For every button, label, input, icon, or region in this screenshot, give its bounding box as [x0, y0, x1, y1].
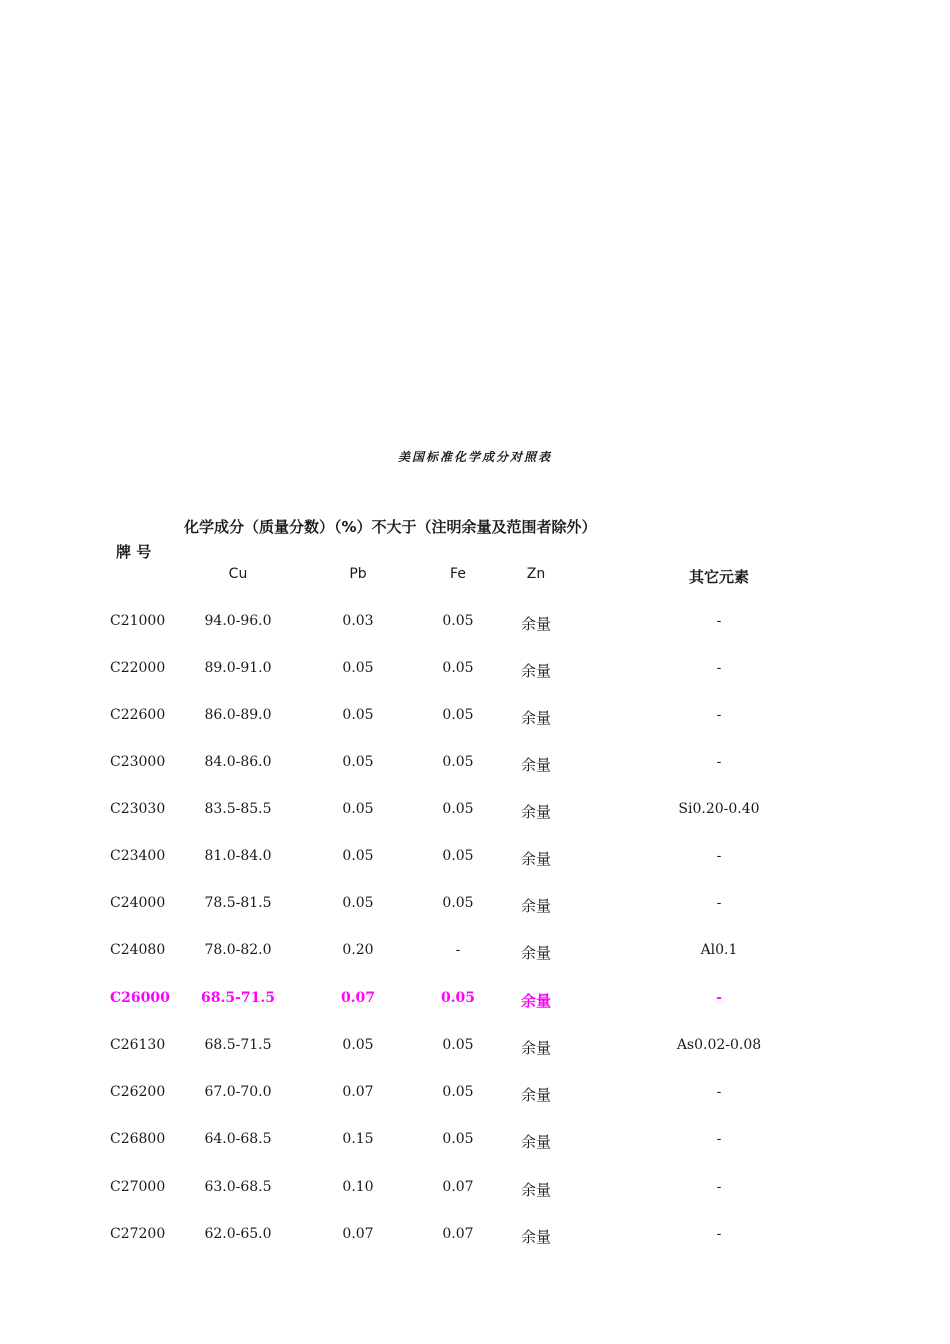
cu-cell: 81.0-84.0	[204, 848, 272, 864]
grade-cell: C26200	[110, 1084, 166, 1100]
pb-cell: 0.07	[342, 1226, 374, 1242]
other-elements-cell: -	[716, 1226, 722, 1242]
other-elements-cell: -	[716, 754, 722, 770]
pb-cell: 0.07	[342, 1084, 374, 1100]
composition-group-header: 化学成分（质量分数）（%）不大于（注明余量及范围者除外）	[184, 518, 597, 536]
table-row	[0, 801, 950, 821]
grade-cell: C23000	[110, 754, 166, 770]
cu-cell: 78.0-82.0	[204, 942, 272, 958]
other-elements-cell: -	[716, 613, 722, 629]
cu-cell: 89.0-91.0	[204, 660, 272, 676]
zn-cell: 余量	[520, 1039, 551, 1057]
fe-cell: 0.05	[442, 754, 474, 770]
fe-cell: 0.05	[440, 990, 476, 1006]
zn-cell: 余量	[520, 1133, 551, 1151]
grade-cell: C26130	[110, 1037, 166, 1053]
other-elements-cell: As0.02-0.08	[676, 1037, 762, 1053]
cu-cell: 86.0-89.0	[204, 707, 272, 723]
grade-cell: C26800	[110, 1131, 166, 1147]
pb-cell: 0.20	[342, 942, 374, 958]
zn-cell: 余量	[520, 1228, 551, 1246]
cu-cell: 94.0-96.0	[204, 613, 272, 629]
grade-cell: C24000	[110, 895, 166, 911]
zn-cell: 余量	[520, 944, 551, 962]
grade-column-header: 牌 号	[116, 543, 152, 561]
zn-cell: 余量	[520, 850, 551, 868]
fe-cell: 0.05	[442, 707, 474, 723]
cu-cell: 64.0-68.5	[204, 1131, 272, 1147]
table-row	[0, 754, 950, 774]
table-row	[0, 1037, 950, 1057]
table-row	[0, 1131, 950, 1151]
other-elements-cell: -	[716, 1179, 722, 1195]
grade-cell: C26000	[110, 990, 170, 1006]
grade-cell: C27200	[110, 1226, 166, 1242]
zn-cell: 余量	[520, 662, 551, 680]
grade-cell: C23030	[110, 801, 166, 817]
zn-cell: 余量	[520, 897, 551, 915]
other-elements-cell: Si0.20-0.40	[678, 801, 760, 817]
fe-cell: 0.05	[442, 613, 474, 629]
zn-cell: 余量	[520, 709, 551, 727]
other-elements-cell: -	[716, 848, 722, 864]
table-row	[0, 707, 950, 727]
pb-cell: 0.05	[342, 660, 374, 676]
column-header-zn: Zn	[526, 566, 546, 582]
pb-cell: 0.05	[342, 1037, 374, 1053]
fe-cell: -	[455, 942, 461, 958]
cu-cell: 78.5-81.5	[204, 895, 272, 911]
fe-cell: 0.05	[442, 895, 474, 911]
table-row	[0, 848, 950, 868]
zn-cell: 余量	[520, 803, 551, 821]
column-header-fe: Fe	[450, 566, 466, 582]
table-row	[0, 1084, 950, 1104]
cu-cell: 68.5-71.5	[200, 990, 275, 1006]
table-row	[0, 895, 950, 915]
other-elements-cell: -	[716, 1131, 722, 1147]
pb-cell: 0.05	[342, 707, 374, 723]
grade-cell: C24080	[110, 942, 166, 958]
pb-cell: 0.05	[342, 895, 374, 911]
cu-cell: 83.5-85.5	[204, 801, 272, 817]
grade-cell: C21000	[110, 613, 166, 629]
other-elements-cell: Al0.1	[700, 942, 738, 958]
zn-cell: 余量	[520, 756, 551, 774]
column-header-pb: Pb	[349, 566, 367, 582]
cu-cell: 67.0-70.0	[204, 1084, 272, 1100]
zn-cell: 余量	[520, 1181, 551, 1199]
other-elements-cell: -	[716, 660, 722, 676]
zn-cell: 余量	[520, 1086, 551, 1104]
pb-cell: 0.10	[342, 1179, 374, 1195]
pb-cell: 0.03	[342, 613, 374, 629]
table-row-highlighted	[0, 990, 950, 1010]
grade-cell: C27000	[110, 1179, 166, 1195]
fe-cell: 0.05	[442, 1037, 474, 1053]
zn-cell: 余量	[520, 992, 551, 1010]
column-header-other-elements: 其它元素	[688, 568, 749, 586]
cu-cell: 68.5-71.5	[204, 1037, 272, 1053]
zn-cell: 余量	[520, 615, 551, 633]
pb-cell: 0.05	[342, 848, 374, 864]
other-elements-cell: -	[716, 990, 722, 1006]
table-row	[0, 1179, 950, 1199]
column-header-cu: Cu	[228, 566, 248, 582]
table-row	[0, 942, 950, 962]
other-elements-cell: -	[716, 895, 722, 911]
cu-cell: 84.0-86.0	[204, 754, 272, 770]
grade-cell: C22000	[110, 660, 166, 676]
fe-cell: 0.05	[442, 801, 474, 817]
pb-cell: 0.05	[342, 801, 374, 817]
fe-cell: 0.07	[442, 1226, 474, 1242]
table-row	[0, 613, 950, 633]
grade-cell: C22600	[110, 707, 166, 723]
other-elements-cell: -	[716, 1084, 722, 1100]
fe-cell: 0.07	[442, 1179, 474, 1195]
pb-cell: 0.05	[342, 754, 374, 770]
fe-cell: 0.05	[442, 660, 474, 676]
page-title: 美国标准化学成分对照表	[397, 450, 552, 464]
grade-cell: C23400	[110, 848, 166, 864]
pb-cell: 0.15	[342, 1131, 374, 1147]
other-elements-cell: -	[716, 707, 722, 723]
fe-cell: 0.05	[442, 1084, 474, 1100]
fe-cell: 0.05	[442, 848, 474, 864]
fe-cell: 0.05	[442, 1131, 474, 1147]
pb-cell: 0.07	[340, 990, 376, 1006]
table-row	[0, 660, 950, 680]
table-row	[0, 1226, 950, 1246]
cu-cell: 62.0-65.0	[204, 1226, 272, 1242]
cu-cell: 63.0-68.5	[204, 1179, 272, 1195]
